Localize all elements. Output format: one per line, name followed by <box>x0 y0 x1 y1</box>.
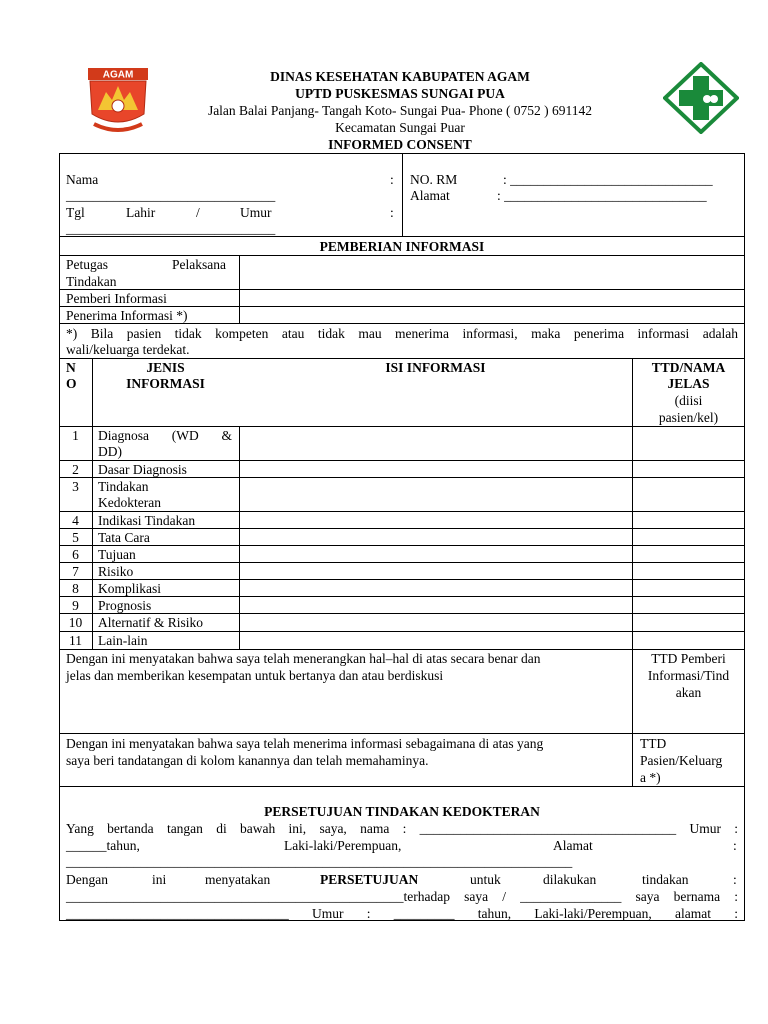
consent-line: ___________________________________________________________________________ <box>66 854 573 869</box>
consent-line: Dengan <box>66 872 108 887</box>
row-number: 3 <box>72 479 79 494</box>
nama-field[interactable]: _______________________________ <box>66 188 276 203</box>
rule <box>59 786 745 787</box>
tgl-umur-field[interactable]: _______________________________ <box>66 221 276 236</box>
row-label: DD) <box>98 444 122 459</box>
consent-line: : <box>733 872 737 887</box>
row-number: 5 <box>72 530 79 545</box>
document-title: INFORMED CONSENT <box>328 137 472 152</box>
row-number: 11 <box>69 633 82 648</box>
col-no: O <box>66 376 77 391</box>
norm-label: NO. RM <box>410 172 458 187</box>
rule <box>59 596 745 597</box>
unit-name: UPTD PUSKESMAS SUNGAI PUA <box>295 86 505 101</box>
row-label: Tujuan <box>98 547 136 562</box>
consent-line: ______tahun, <box>66 838 140 853</box>
row-number: 10 <box>68 615 83 630</box>
consent-line: _________________________________ Umur : _________ tahun, Laki-laki/Perempuan, alamat : <box>66 906 738 921</box>
alamat-field[interactable]: : ______________________________ <box>497 188 707 203</box>
row-label: Dasar Diagnosis <box>98 462 187 477</box>
row-label: Tata Cara <box>98 530 150 545</box>
norm-field[interactable]: : ______________________________ <box>503 172 713 187</box>
row-number: 8 <box>72 581 79 596</box>
ttd-pasien-label: Pasien/Keluarg <box>640 753 723 768</box>
svg-text:AGAM: AGAM <box>102 69 134 81</box>
statement-text: Dengan ini menyatakan bahwa saya telah menerangkan hal–hal di atas secara benar dan <box>66 651 541 666</box>
petugas-label: Tindakan <box>66 274 117 289</box>
ttd-pemberi-label: TTD Pemberi <box>651 651 726 666</box>
col-ttd: JELAS <box>667 376 710 391</box>
note-text: wali/keluarga terdekat. <box>66 342 190 357</box>
row-label: Diagnosa (WD & <box>98 428 232 443</box>
row-label: Alternatif & Risiko <box>98 615 203 630</box>
petugas-label: Pelaksana <box>172 257 226 272</box>
rule <box>59 255 745 256</box>
slash: / <box>196 205 200 220</box>
row-label: Kedokteran <box>98 495 161 510</box>
col-no: N <box>66 360 76 375</box>
row-label: Prognosis <box>98 598 152 613</box>
consent-line: : <box>733 838 737 853</box>
consent-line: Laki-laki/Perempuan, <box>284 838 402 853</box>
row-label: Risiko <box>98 564 134 579</box>
rule <box>92 358 93 649</box>
row-number: 4 <box>72 513 79 528</box>
col-jenis: INFORMASI <box>126 376 205 391</box>
ttd-pemberi-label: akan <box>675 685 702 700</box>
colon: : <box>390 172 394 187</box>
ttd-pemberi-label: Informasi/Tind <box>647 668 730 683</box>
section-heading-persetujuan: PERSETUJUAN TINDAKAN KEDOKTERAN <box>264 804 540 819</box>
agency-name: DINAS KESEHATAN KABUPATEN AGAM <box>270 69 530 84</box>
col-isi: ISI INFORMASI <box>385 360 486 375</box>
note-text: *) Bila pasien tidak kompeten atau tidak mau menerima informasi, maka penerima informasi adalah <box>66 326 738 341</box>
ttd-pasien-label: TTD <box>640 736 667 751</box>
section-heading-informasi: PEMBERIAN INFORMASI <box>319 239 485 254</box>
pemberi-label: Pemberi Informasi <box>66 291 167 306</box>
row-label: Lain-lain <box>98 633 148 648</box>
agam-regency-logo <box>84 66 152 136</box>
col-jenis: JENIS <box>146 360 185 375</box>
col-ttd: pasien/kel) <box>658 410 719 425</box>
ttd-pasien-label: a *) <box>640 770 661 785</box>
row-number: 1 <box>72 428 79 443</box>
petugas-label: Petugas <box>66 257 108 272</box>
address-line: Jalan Balai Panjang- Tangah Koto- Sungai Pua- Phone ( 0752 ) 691142 <box>207 103 593 118</box>
rule <box>402 153 403 236</box>
rule <box>59 631 745 632</box>
row-label: Komplikasi <box>98 581 161 596</box>
nama-label: Nama <box>66 172 99 187</box>
lahir-label: Lahir <box>126 205 156 220</box>
rule <box>59 562 745 563</box>
consent-line: Yang bertanda tangan di bawah ini, saya, nama : ______________________________________ Umur : <box>66 821 738 836</box>
puskesmas-cross-logo <box>663 62 739 134</box>
consent-line: PERSETUJUAN <box>320 872 419 887</box>
col-ttd: TTD/NAMA <box>651 360 726 375</box>
row-number: 6 <box>72 547 79 562</box>
rule <box>239 255 240 323</box>
umur-label: Umur <box>240 205 272 220</box>
col-ttd: (diisi <box>674 393 703 408</box>
row-label: Tindakan <box>98 479 149 494</box>
consent-line: __________________________________________________terhadap saya / _______________ saya bernama : <box>66 889 738 904</box>
rule <box>59 545 745 546</box>
rule <box>59 733 745 734</box>
tgl-label: Tgl <box>66 205 85 220</box>
letterhead <box>150 68 650 153</box>
consent-line: dilakukan <box>543 872 597 887</box>
colon: : <box>390 205 394 220</box>
consent-line: untuk <box>470 872 501 887</box>
row-label: Indikasi Tindakan <box>98 513 196 528</box>
statement-text: jelas dan memberikan kesempatan untuk bertanya dan atau berdiskusi <box>66 668 444 683</box>
consent-line: Alamat <box>553 838 593 853</box>
rule <box>239 426 240 649</box>
row-number: 2 <box>72 462 79 477</box>
consent-line: ini <box>152 872 167 887</box>
statement-text: Dengan ini menyatakan bahwa saya telah menerima informasi sebagaimana di atas yang <box>66 736 544 751</box>
penerima-label: Penerima Informasi *) <box>66 308 188 323</box>
district-line: Kecamatan Sungai Puar <box>335 120 465 135</box>
row-number: 7 <box>72 564 79 579</box>
alamat-label: Alamat <box>410 188 450 203</box>
statement-text: saya beri tandatangan di kolom kanannya dan telah memahaminya. <box>66 753 429 768</box>
rule <box>59 579 745 580</box>
consent-line: menyatakan <box>205 872 271 887</box>
consent-line: tindakan <box>642 872 689 887</box>
row-number: 9 <box>72 598 79 613</box>
